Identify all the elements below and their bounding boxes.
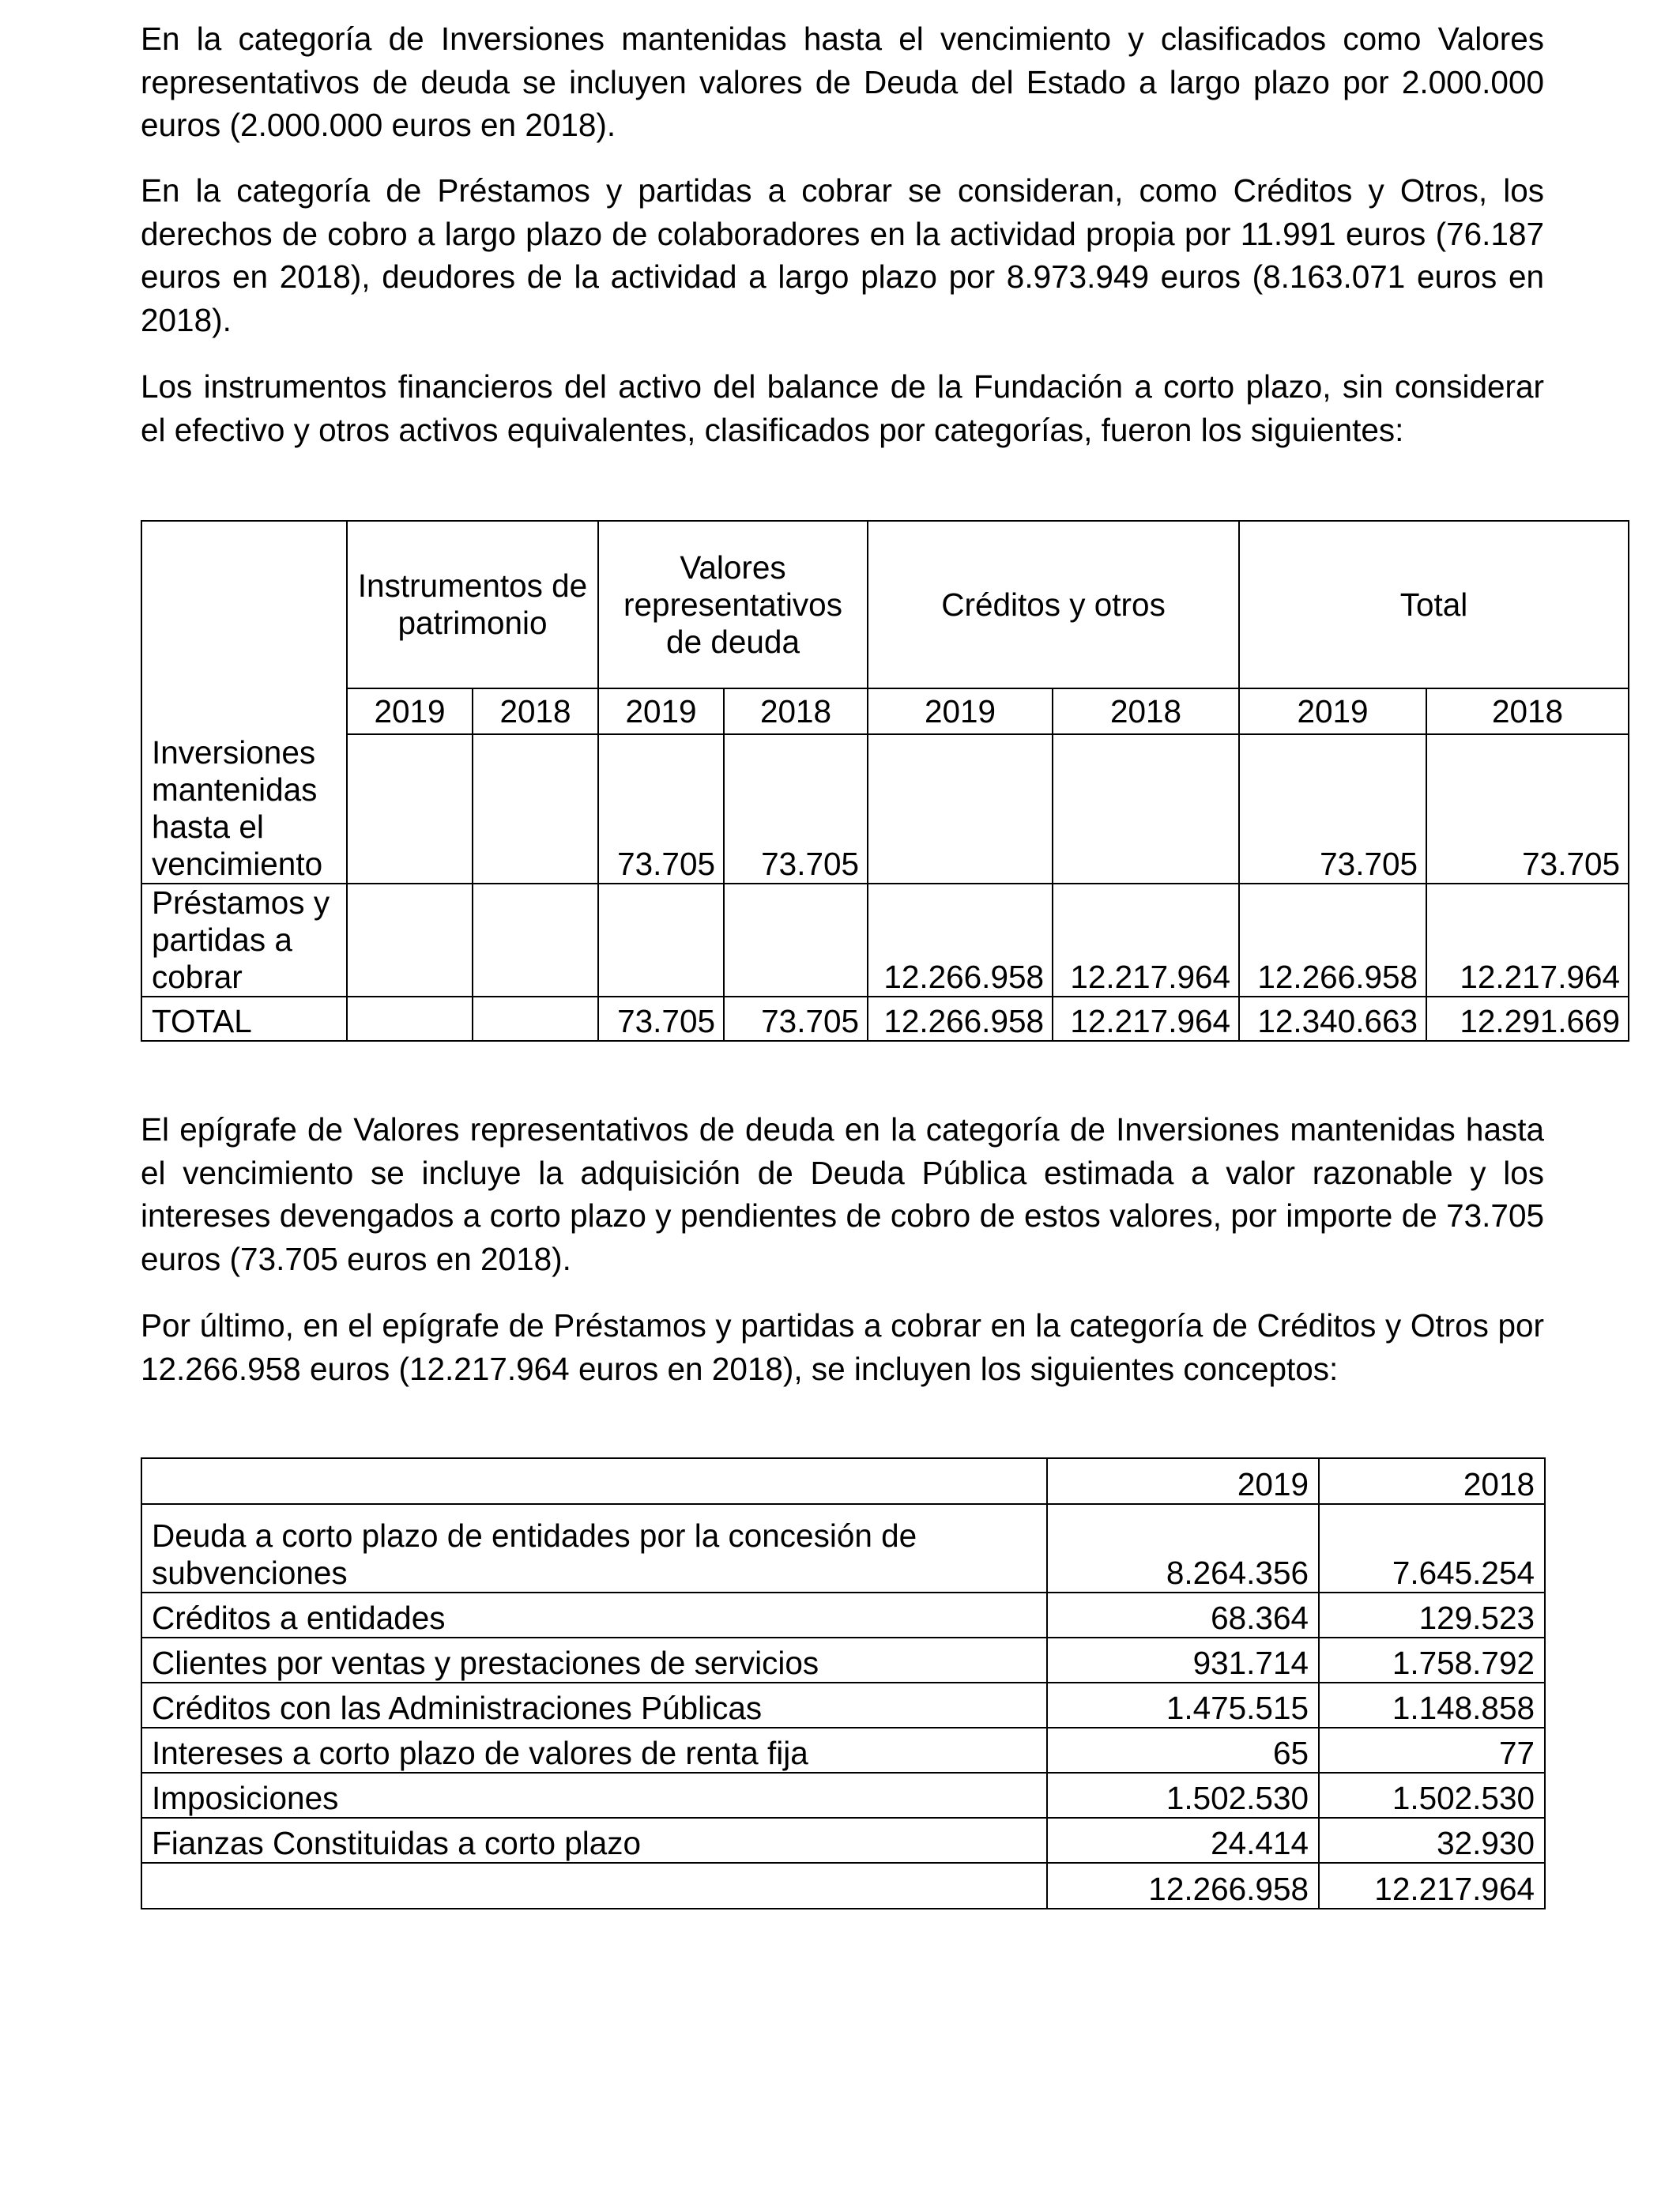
- table-row: [141, 1593, 1545, 1638]
- year-header: 2018: [1319, 1458, 1545, 1504]
- total-2018: 12.217.964: [1319, 1863, 1545, 1909]
- table-cell: 73.705: [724, 997, 868, 1041]
- row-label: Préstamos y partidas a cobrar: [141, 884, 347, 997]
- table-cell: [473, 884, 598, 997]
- table-cell: [473, 997, 598, 1041]
- concept-label: Créditos a entidades: [141, 1593, 1047, 1638]
- table-group-header-row: [141, 521, 1629, 688]
- table-total-row: [141, 1863, 1545, 1909]
- year-header: 2019: [598, 688, 724, 734]
- table-header-row: [141, 1458, 1545, 1504]
- value-2019: 931.714: [1047, 1638, 1319, 1683]
- value-2018: 1.502.530: [1319, 1773, 1545, 1818]
- table-cell: 12.217.964: [1053, 997, 1239, 1041]
- table-cell: 73.705: [598, 997, 724, 1041]
- group-header-valores: Valores representativos de deuda: [598, 521, 868, 688]
- table-cell: 12.217.964: [1053, 884, 1239, 997]
- table-cell: [598, 884, 724, 997]
- value-2018: 129.523: [1319, 1593, 1545, 1638]
- paragraph-prestamos-conceptos: Por último, en el epígrafe de Préstamos y partidas a cobrar en la categoría de Créditos y Otros por 12.266.958 euros (12.217.964 euros en 2018), se incluyen los siguientes conceptos:: [141, 1307, 1544, 1387]
- value-2018: 32.930: [1319, 1818, 1545, 1863]
- table-row: [141, 1638, 1545, 1683]
- value-2018: 1.148.858: [1319, 1683, 1545, 1728]
- table-total-row: [141, 997, 1629, 1041]
- table-cell: 12.266.958: [868, 884, 1053, 997]
- table-cell: 73.705: [1239, 734, 1426, 884]
- value-2019: 1.475.515: [1047, 1683, 1319, 1728]
- table-cell: 12.266.958: [1239, 884, 1426, 997]
- value-2019: 1.502.530: [1047, 1773, 1319, 1818]
- value-2019: 24.414: [1047, 1818, 1319, 1863]
- year-header: 2018: [1426, 688, 1629, 734]
- table-cell: 73.705: [598, 734, 724, 884]
- year-header: 2018: [473, 688, 598, 734]
- row-label: Inversiones mantenidas hasta el vencimiento: [141, 734, 347, 884]
- year-header: 2018: [724, 688, 868, 734]
- total-2019: 12.266.958: [1047, 1863, 1319, 1909]
- table-cell: [1053, 734, 1239, 884]
- year-header: 2019: [347, 688, 473, 734]
- header-blank-cell: [141, 1458, 1047, 1504]
- table-cell: [473, 734, 598, 884]
- paragraph-instrumentos-corto-plazo: Los instrumentos financieros del activo del balance de la Fundación a corto plazo, sin considerar el efectivo y otros activos equivalentes, clasificados por categorías, fueron los siguientes:: [141, 368, 1544, 448]
- table-cell: [347, 997, 473, 1041]
- year-header: 2019: [868, 688, 1053, 734]
- value-2019: 65: [1047, 1728, 1319, 1773]
- value-2019: 8.264.356: [1047, 1504, 1319, 1593]
- concept-label: Créditos con las Administraciones Públicas: [141, 1683, 1047, 1728]
- concepts-table: [141, 1457, 1546, 1909]
- table-cell: [868, 734, 1053, 884]
- concept-label: Imposiciones: [141, 1773, 1047, 1818]
- table-cell: [347, 884, 473, 997]
- table-row: [141, 1818, 1545, 1863]
- paragraph-prestamos-largo-plazo: En la categoría de Préstamos y partidas a cobrar se consideran, como Créditos y Otros, los derechos de cobro a largo plazo de colaboradores en la actividad propia por 11.991 euros (76.187 euros en 2018), deudores de la actividad a largo plazo por 8.973.949 euros (8.163.071 euros en 2018).: [141, 172, 1544, 338]
- year-header: 2019: [1239, 688, 1426, 734]
- group-header-total: Total: [1239, 521, 1629, 688]
- table-row: [141, 1504, 1545, 1593]
- table-cell: 12.266.958: [868, 997, 1053, 1041]
- table-cell: 12.291.669: [1426, 997, 1629, 1041]
- concept-label: Clientes por ventas y prestaciones de servicios: [141, 1638, 1047, 1683]
- value-2018: 77: [1319, 1728, 1545, 1773]
- group-header-instrumentos: Instrumentos de patrimonio: [347, 521, 598, 688]
- table-year-row: [141, 688, 1629, 734]
- table-cell: 73.705: [1426, 734, 1629, 884]
- financial-instruments-table: [141, 520, 1629, 1042]
- value-2018: 7.645.254: [1319, 1504, 1545, 1593]
- concept-label: Intereses a corto plazo de valores de renta fija: [141, 1728, 1047, 1773]
- value-2018: 1.758.792: [1319, 1638, 1545, 1683]
- table-row: [141, 1683, 1545, 1728]
- row-label: TOTAL: [141, 997, 347, 1041]
- total-blank-label: [141, 1863, 1047, 1909]
- table-cell: 12.217.964: [1426, 884, 1629, 997]
- paragraph-valores-representativos: El epígrafe de Valores representativos de deuda en la categoría de Inversiones mantenidas hasta el vencimiento se incluye la adquisición de Deuda Pública estimada a valor razonable y los intereses devengados a corto plazo y pendientes de cobro de estos valores, por importe de 73.705 euros (73.705 euros en 2018).: [141, 1111, 1544, 1277]
- year-header: 2019: [1047, 1458, 1319, 1504]
- value-2019: 68.364: [1047, 1593, 1319, 1638]
- table-row: [141, 1773, 1545, 1818]
- table-row: [141, 884, 1629, 997]
- paragraph-inversiones-largo-plazo: En la categoría de Inversiones mantenidas hasta el vencimiento y clasificados como Valores representativos de deuda se incluyen valores de Deuda del Estado a largo plazo por 2.000.000 euros (2.000.000 euros en 2018).: [141, 21, 1544, 143]
- table-cell: [347, 734, 473, 884]
- table-corner-cell: [141, 521, 347, 688]
- concept-label: Deuda a corto plazo de entidades por la concesión de subvenciones: [141, 1504, 1047, 1593]
- table-corner-cell-lower: [141, 688, 347, 734]
- table-cell: 73.705: [724, 734, 868, 884]
- table-cell: [724, 884, 868, 997]
- table-row: [141, 734, 1629, 884]
- concept-label: Fianzas Constituidas a corto plazo: [141, 1818, 1047, 1863]
- group-header-creditos: Créditos y otros: [868, 521, 1239, 688]
- year-header: 2018: [1053, 688, 1239, 734]
- table-cell: 12.340.663: [1239, 997, 1426, 1041]
- table-row: [141, 1728, 1545, 1773]
